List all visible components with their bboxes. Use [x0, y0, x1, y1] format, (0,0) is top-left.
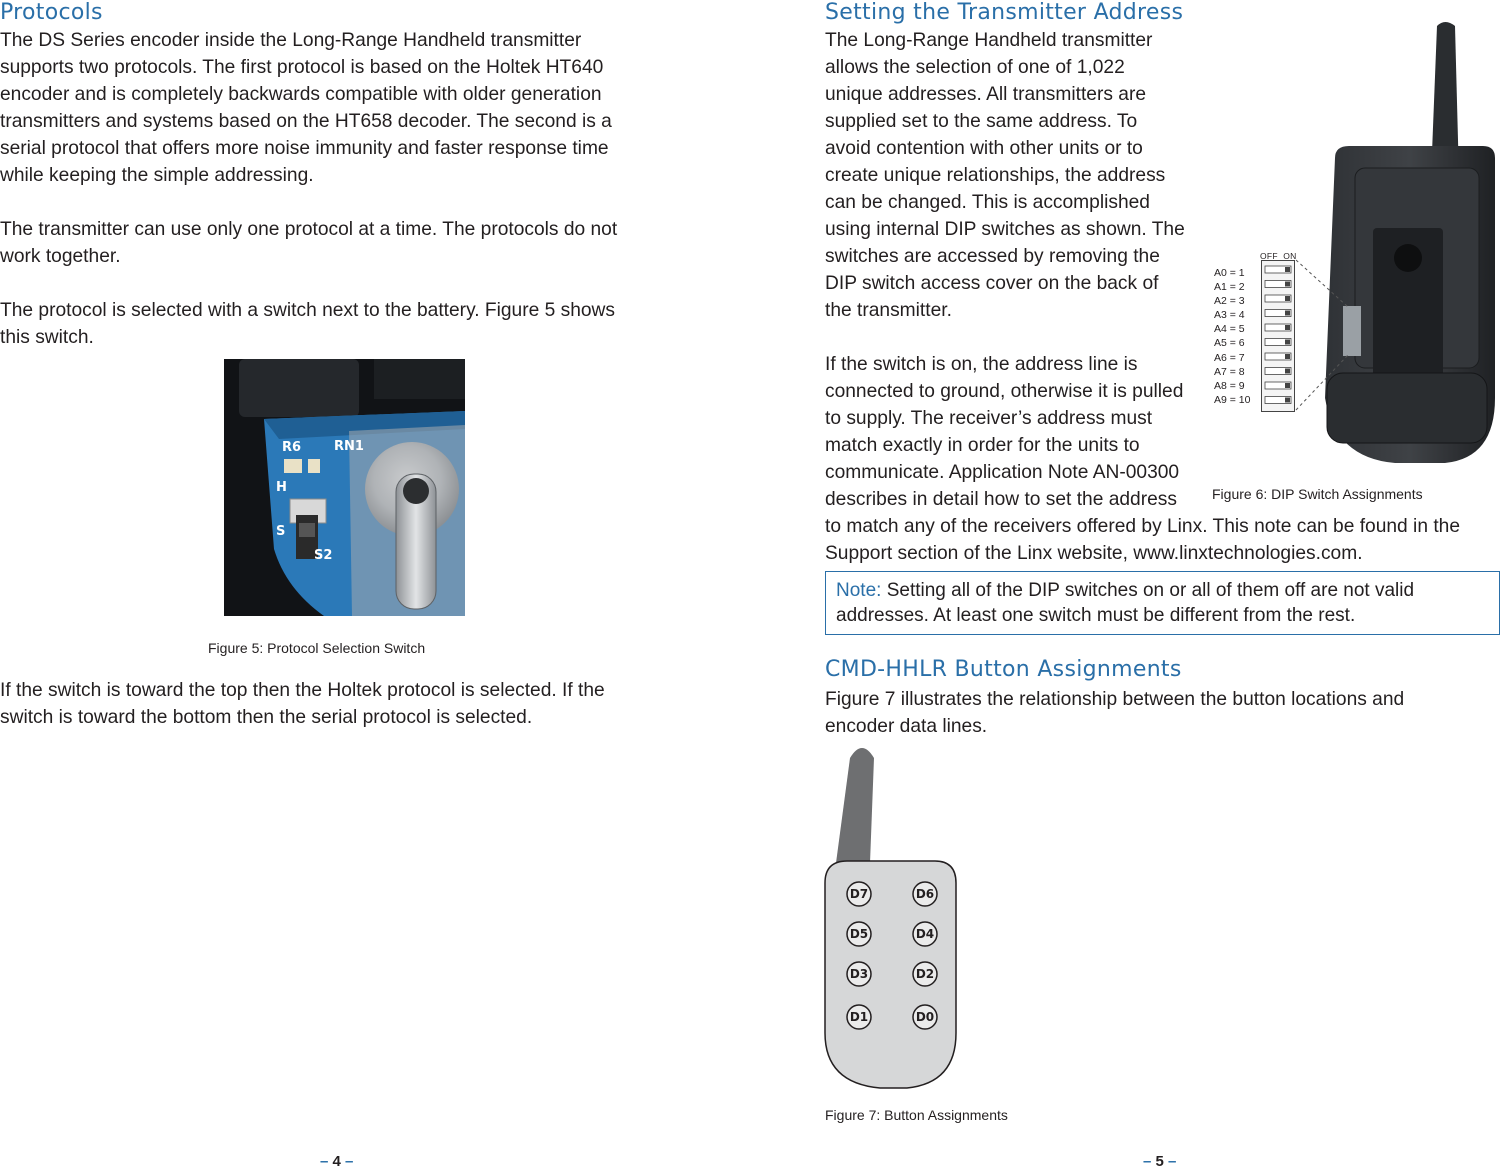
dip-off-on-header: OFF ON	[1260, 251, 1297, 261]
label-s2: S2	[314, 548, 333, 563]
protocols-paragraph-2: The transmitter can use only one protocol at a time. The protocols do not work together.	[0, 219, 618, 267]
address-paragraph-1: The Long-Range Handheld transmitter allows the selection of one of 1,022 unique addresses. All transmitters are supplied set to the same address. To avoid contention with other units or to create unique relationships, the address can be changed. This is accomplished using internal DIP switches as shown. The switches are accessed by removing the DIP switch access cover on the back of the transmitter.	[825, 30, 1185, 321]
button-d6-label: D6	[915, 887, 935, 901]
dip-assignment: A6 = 7	[1214, 351, 1245, 364]
page-number-left: – 4 –	[320, 1153, 354, 1170]
label-rn1: RN1	[334, 439, 364, 454]
page-number-right: – 5 –	[1143, 1153, 1177, 1170]
label-s: S	[276, 524, 286, 539]
protocols-paragraph-1: The DS Series encoder inside the Long-Range Handheld transmitter supports two protocols. The first protocol is based on the Holtek HT640 encoder and is completely backwards compatible with older generation transmitters and systems based on the HT658 decoder. The second is a serial protocol that offers more noise immunity and faster response time while keeping the simple addressing.	[0, 30, 612, 186]
transmitter-address-heading: Setting the Transmitter Address	[825, 0, 1184, 25]
figure6-caption: Figure 6: DIP Switch Assignments	[1212, 486, 1423, 502]
remote-button-diagram	[822, 738, 962, 1093]
button-assignments-paragraph: Figure 7 illustrates the relationship between the button locations and encoder data lines.	[825, 689, 1405, 737]
dip-assignment: A2 = 3	[1214, 295, 1245, 308]
label-r6: R6	[282, 440, 302, 455]
button-d2-label: D2	[915, 967, 935, 981]
button-d4-label: D4	[915, 927, 935, 941]
protocols-heading: Protocols	[0, 0, 103, 25]
dip-switch-block	[1261, 260, 1295, 412]
button-assignments-heading: CMD-HHLR Button Assignments	[825, 657, 1182, 682]
dip-assignment: A4 = 5	[1214, 323, 1245, 336]
protocols-paragraph-4: If the switch is toward the top then the Holtek protocol is selected. If the switch is toward the bottom then the serial protocol is selected.	[0, 680, 605, 728]
dip-assignment: A7 = 8	[1214, 365, 1245, 378]
label-h: H	[276, 480, 287, 495]
dip-assignment: A5 = 6	[1214, 337, 1245, 350]
button-d5-label: D5	[849, 927, 869, 941]
figure7-caption: Figure 7: Button Assignments	[825, 1107, 1008, 1123]
button-d1-label: D1	[849, 1010, 869, 1024]
dip-switch-diagram	[1214, 251, 1299, 413]
protocols-paragraph-3: The protocol is selected with a switch next to the battery. Figure 5 shows this switch.	[0, 300, 616, 348]
button-d3-label: D3	[849, 967, 869, 981]
dip-assignment: A9 = 10	[1214, 393, 1251, 406]
note-text: Note: Setting all of the DIP switches on or all of them off are not valid addresses. At least one switch must be different from the rest.	[836, 580, 1415, 626]
dip-assignment: A1 = 2	[1214, 281, 1245, 294]
dip-assignment: A3 = 4	[1214, 309, 1245, 322]
address-paragraph-2: If the switch is on, the address line is connected to ground, otherwise it is pulled to supply. The receiver’s address must match exactly in order for the units to communicate. Application Note AN-00300 describes in detail how to set the address to match any of the receivers offered by Linx. This note can be found in the Support section of the Linx website, www.linxtechnologies.com.	[825, 354, 1460, 564]
button-d7-label: D7	[849, 887, 869, 901]
protocol-switch-photo	[224, 359, 465, 616]
dip-assignment: A8 = 9	[1214, 379, 1245, 392]
dip-assignment: A0 = 1	[1214, 267, 1245, 279]
note-box	[825, 571, 1500, 635]
dip-assignment-list	[1214, 266, 1251, 407]
button-d0-label: D0	[915, 1010, 935, 1024]
figure5-caption: Figure 5: Protocol Selection Switch	[208, 640, 426, 656]
note-label: Note:	[836, 580, 882, 601]
